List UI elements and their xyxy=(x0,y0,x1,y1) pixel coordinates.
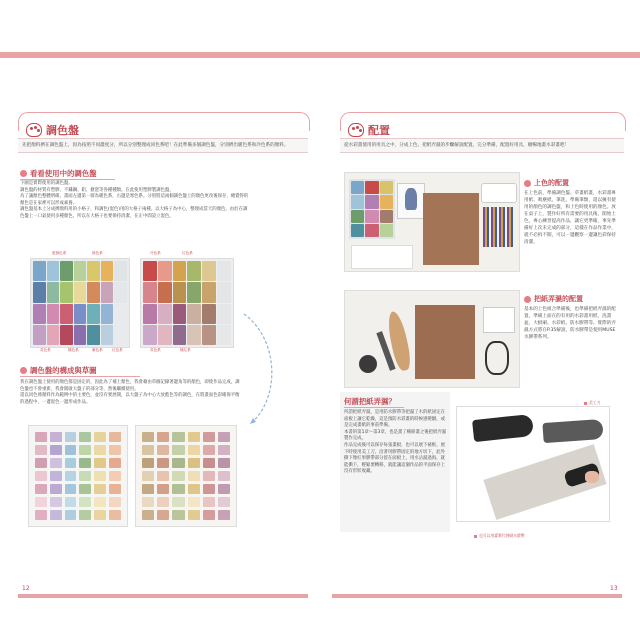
right-top-bar xyxy=(320,52,640,58)
bullet-icon xyxy=(524,296,531,303)
photo1-label-6: 紅色系 xyxy=(112,348,123,352)
left-chapter-title xyxy=(26,122,79,138)
right-side1-title: 上色的配置 xyxy=(534,179,569,187)
left-bottom-bar xyxy=(18,594,308,598)
photo2-label-4: 橘紅系 xyxy=(180,348,191,352)
palette-photo-cool xyxy=(140,258,234,348)
right-page-number: 13 xyxy=(610,585,618,592)
caption-marker-icon xyxy=(474,535,477,538)
caption-marker-icon xyxy=(584,402,587,405)
palette-sketch-photo-1 xyxy=(28,425,128,527)
right-chapter-text: 配置 xyxy=(368,124,390,137)
palette-photo-warm xyxy=(30,258,130,348)
photo2-label-3: 黃色系 xyxy=(150,348,161,352)
caption-brush-text: 也可以用畫筆代替刷水膠帶 xyxy=(479,533,525,538)
right-chapter-title xyxy=(348,122,390,138)
right-side1-heading xyxy=(524,178,569,188)
left-section1-heading xyxy=(20,168,115,180)
caption-cutter-text: 美工刀 xyxy=(589,400,601,405)
caption-cutter xyxy=(584,400,600,406)
right-section-body: 所謂把紙弄濕，是用防水膠帶等把濕了水的紙固定在面板上讓它乾燥，這是預防水彩畫的時候感變皺，或是完成畫紙的事前準備。 本書的第1章～第3章，也是畫了橫條畫之後把紙弄濕製作完成。 作品完成後可以保存每張畫板，也可以展下裱框，展下時使用美工刀，沿著用膠帶固定的地方切下，此外撕下像紅果膠帶部分留在面板上，用水沾濕過海，就能撕下，輕鬆要轉移，就能讓這個作品的平面保存上沒有形狀收藏。 xyxy=(344,410,447,475)
photo1-label-3: 黃色系 xyxy=(40,348,51,352)
photo1-label-4: 橘色系 xyxy=(68,348,79,352)
bullet-icon xyxy=(20,367,27,374)
right-side2-heading xyxy=(524,294,583,304)
photo2-label-2: 紅色系 xyxy=(182,251,193,255)
photo1-label-5: 紫色系 xyxy=(92,348,103,352)
palette-icon xyxy=(348,123,364,137)
left-intro: 先把顏料擠在調色盤上，因為按照不同濃度分，所以分別整理成同色系吧！在此準備多個調色盤，分別擠出暖色系和冷色系的顏料。 xyxy=(18,138,308,153)
bullet-icon xyxy=(524,180,531,187)
left-chapter-text: 調色盤 xyxy=(46,124,79,137)
photo2-label-1: 冷色系 xyxy=(150,251,161,255)
left-section1-title: 看看使用中的調色盤 xyxy=(30,169,97,178)
right-bottom-bar xyxy=(332,594,622,598)
painting-setup-photo xyxy=(344,172,520,272)
wetting-setup-photo xyxy=(344,290,520,388)
photo1-label-2: 綠色系 xyxy=(92,251,103,255)
bullet-icon xyxy=(20,170,27,177)
right-section-heading xyxy=(344,396,404,408)
left-section1-body: 下圖是實際使用的調色盤。 調色盤的材質有塑膠、不鏽鋼、鋁、搪瓷等各種種類。在此使用塑膠製調色盤。 為了讓顏色整體明確，畫面左邊第一層為暖色系，右邊是寒色系。分別將這兩個調色盤上的顏色更改後保存，總覺得的顏色是在家裡可以形成素養。 調色盤基本上分成擠顏料用的小格子，和調色(混色)用的大格子兩種。以大格子為中心，整理成當天的顏色。由於在調色盤上一口氣使用多種顏色，所以在大格子也要保持清潔，在正中間設立混色。 xyxy=(20,181,249,219)
right-side2-title: 把紙弄濕的配置 xyxy=(534,295,583,303)
left-section2-heading xyxy=(20,365,140,377)
left-section2-title: 調色盤的構成與草圖 xyxy=(30,366,97,375)
right-section-title: 何謂把紙弄濕？ xyxy=(344,397,396,406)
right-side2-body: 基本的上色組合準備後，也準備把紙弄濕的配置，準備上面在的有用的水彩畫用紙，洗畫盆、大板刷、水彩紙、防水膠帶等。實際的弄濕方式將在P.35解說，防水膠帶是使用MUSE水膠帶系列。 xyxy=(524,307,616,340)
right-side1-body: 在上色前，準備調色盤、草畫紙畫，水彩畫專用紙、吸塵紙、筆洗，準備筆類，還以擁有使用的顏色的調色盤，和上色時使用的顏色。放在桌子上，製作好所有需要的用具後，開始上色，專心練習提高作品，讓它更準確，事先準備好上次未完成的部分，這樣在作品作業中，就不必拆不開，可以一邊觀察一邊讓色彩保持清潔。 xyxy=(524,191,616,245)
palette-icon xyxy=(26,123,42,137)
curved-arrow-icon xyxy=(240,310,280,430)
right-intro: 從水彩畫使用的用具之中，分成上色、把紙弄濕的步驟解說配置，完分準備，配置好用具，順暢地畫水彩畫吧！ xyxy=(340,138,624,153)
palette-sketch-photo-2 xyxy=(135,425,237,527)
caption-brush xyxy=(474,533,525,539)
left-top-bar xyxy=(0,52,320,58)
left-section2-body: 我在調色盤上使用的顏色都是固定的，因此為了補上顏色，我會藉由草圖記錄著邊角等的顏色，即使作品完成，調色盤也不會重新，我會開啟大盤子的部分等，然後繼續使用。 還以同色係顏料作為範例中的主要色，並沒有要展開，以大盤子為中心大放藍色等的調色，在將畫面色彩確保平衡的過程中，一邊混色一邊形成作品。 xyxy=(20,380,240,405)
left-page-number: 12 xyxy=(22,585,30,592)
photo1-label-1: 藍綠色系 xyxy=(52,251,67,255)
stapler-photo xyxy=(456,406,610,522)
